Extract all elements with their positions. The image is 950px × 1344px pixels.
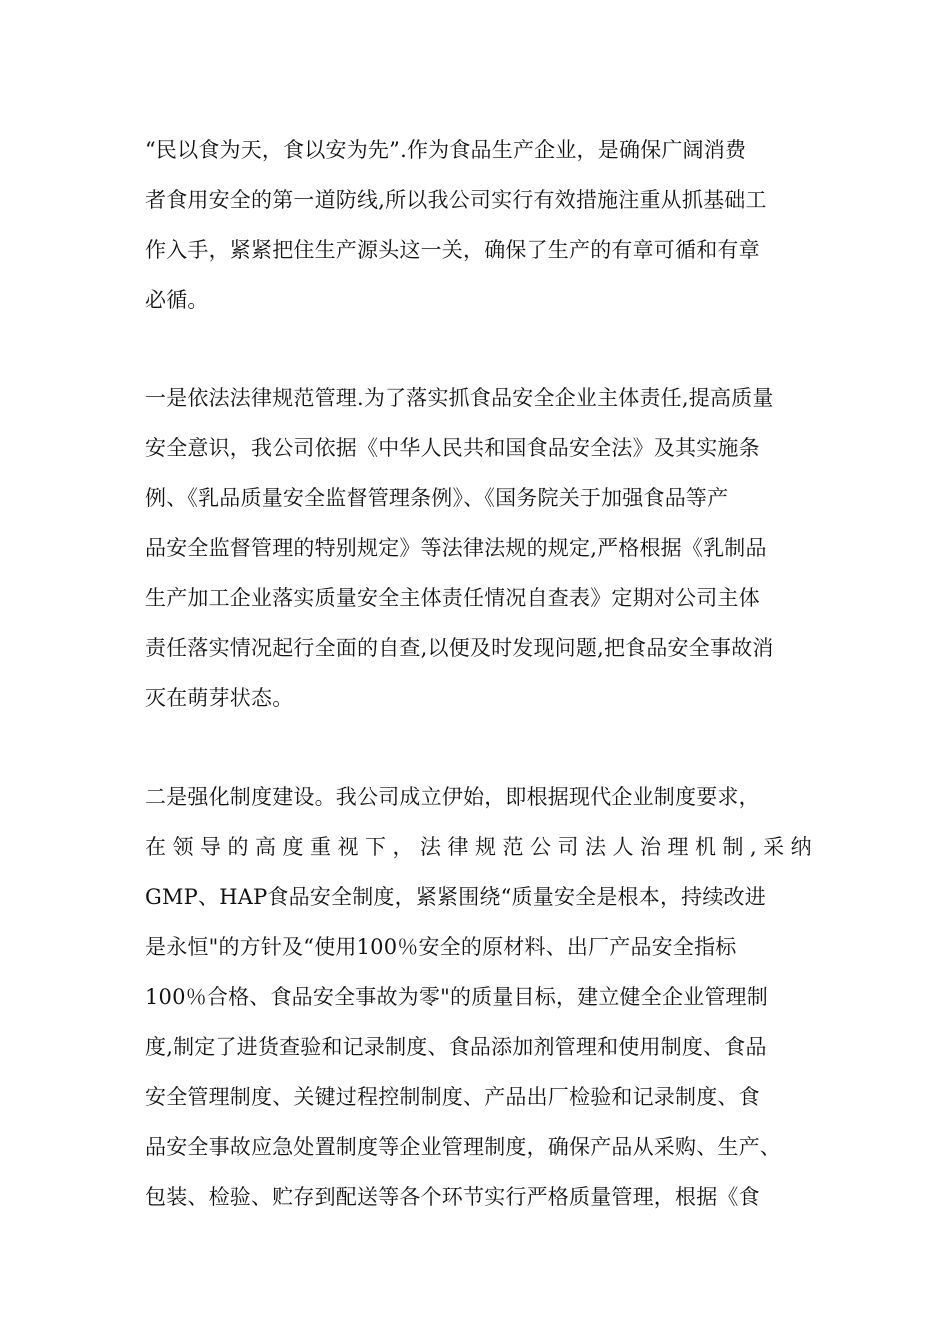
text-line: 包装、检验、贮存到配送等各个环节实行严格质量管理，根据《食 bbox=[145, 1185, 760, 1209]
text-line: GMP、HAP食品安全制度，紧紧围绕“质量安全是根本，持续改进 bbox=[145, 885, 766, 909]
text-line: 度,制定了进货查验和记录制度、食品添加剂管理和使用制度、食品 bbox=[145, 1035, 767, 1059]
text-line: 在领导的高度重视下，法律规范公司法人治理机制,采纳 bbox=[145, 835, 819, 859]
paragraph-intro bbox=[145, 125, 825, 325]
text-line: 100％合格、食品安全事故为零"的质量目标，建立健全企业管理制 bbox=[145, 985, 768, 1009]
text-line: 二是强化制度建设。我公司成立伊始，即根据现代企业制度要求， bbox=[145, 785, 760, 809]
text-line: 是永恒"的方针及“使用100％安全的原材料、出厂产品安全指标 bbox=[145, 935, 737, 959]
text-line: 灭在萌芽状态。 bbox=[145, 686, 294, 710]
paragraph-system-building bbox=[145, 772, 825, 1222]
text-line: 者食用安全的第一道防线,所以我公司实行有效措施注重从抓基础工 bbox=[145, 188, 767, 212]
text-line: 例、《乳品质量安全监督管理条例》、《国务院关于加强食品等产 bbox=[145, 486, 729, 510]
text-line: “民以食为天，食以安为先”.作为食品生产企业，是确保广阔消费 bbox=[145, 138, 747, 162]
text-line: 品安全监督管理的特别规定》等法律法规的规定,严格根据《乳制品 bbox=[145, 536, 767, 560]
text-line: 作入手，紧紧把住生产源头这一关，确保了生产的有章可循和有章 bbox=[145, 238, 760, 262]
text-line: 责任落实情况起行全面的自查,以便及时发现问题,把食品安全事故消 bbox=[145, 636, 774, 660]
text-line: 安全管理制度、关键过程控制制度、产品出厂检验和记录制度、食 bbox=[145, 1085, 760, 1109]
paragraph-legal-management bbox=[145, 373, 825, 723]
text-line: 必循。 bbox=[145, 288, 209, 312]
text-line: 安全意识，我公司依据《中华人民共和国食品安全法》及其实施条 bbox=[145, 436, 760, 460]
text-line: 一是依法法律规范管理.为了落实抓食品安全企业主体责任,提高质量 bbox=[145, 386, 774, 410]
text-line: 生产加工企业落实质量安全主体责任情况自查表》定期对公司主体 bbox=[145, 586, 760, 610]
text-line: 品安全事故应急处置制度等企业管理制度，确保产品从采购、生产、 bbox=[145, 1135, 781, 1159]
